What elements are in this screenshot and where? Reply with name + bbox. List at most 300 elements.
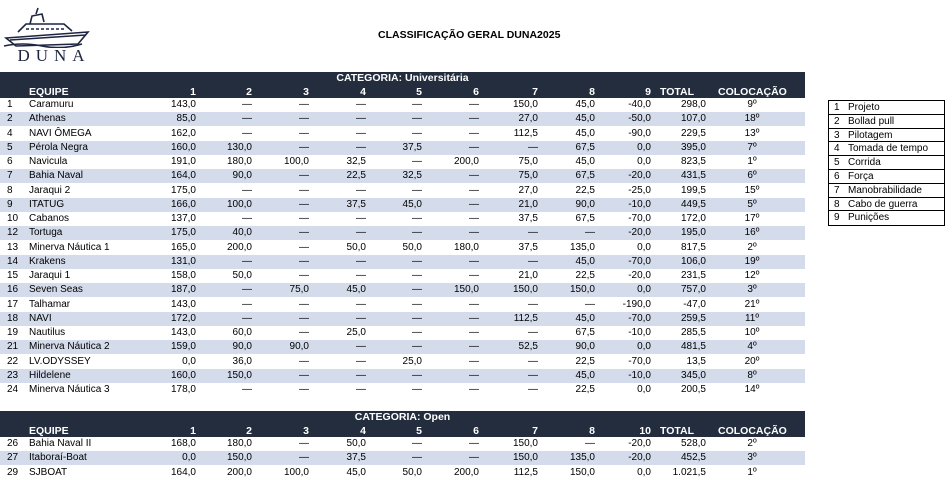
legend-number: 6 bbox=[834, 170, 840, 182]
table-cell: 2º bbox=[747, 438, 757, 449]
table-cell: 180,0 bbox=[453, 241, 479, 253]
table-cell: 0,0 bbox=[182, 452, 196, 464]
table-cell: 150,0 bbox=[512, 284, 538, 296]
table-cell: 90,0 bbox=[289, 341, 309, 353]
table-cell: — bbox=[412, 213, 422, 224]
table-cell: 107,0 bbox=[680, 113, 706, 125]
table-cell: 164,0 bbox=[170, 170, 196, 182]
table-cell: 21,0 bbox=[518, 198, 538, 210]
table-cell: — bbox=[356, 270, 366, 281]
table-cell: 32,5 bbox=[402, 170, 422, 182]
table-cell: 180,0 bbox=[226, 156, 252, 167]
column-header: 1 bbox=[190, 86, 196, 98]
table-cell: Pérola Negra bbox=[29, 141, 88, 153]
table-cell: -70,0 bbox=[628, 255, 651, 267]
table-cell: 75,0 bbox=[518, 170, 538, 182]
table-cell: — bbox=[356, 141, 366, 153]
table-cell: — bbox=[242, 384, 252, 395]
table-cell: — bbox=[412, 255, 422, 267]
table-cell: 37,5 bbox=[346, 452, 366, 464]
table-cell: — bbox=[356, 384, 366, 395]
table-cell: — bbox=[412, 298, 422, 310]
table-cell: — bbox=[299, 141, 309, 153]
table-cell: 100,0 bbox=[226, 198, 252, 210]
table-cell: 75,0 bbox=[518, 156, 538, 167]
table-cell: 200,0 bbox=[226, 241, 252, 253]
table-cell: — bbox=[412, 438, 422, 449]
table-cell: 6º bbox=[747, 170, 757, 182]
table-cell: 452,5 bbox=[680, 452, 706, 464]
table-cell: — bbox=[469, 213, 479, 224]
table-cell: — bbox=[469, 184, 479, 196]
table-cell: 345,0 bbox=[680, 369, 706, 381]
table-cell: — bbox=[299, 99, 309, 110]
legend-item bbox=[829, 198, 944, 212]
table-cell: 7 bbox=[7, 170, 13, 182]
table-cell: 22,5 bbox=[575, 355, 595, 367]
table-cell: 27,0 bbox=[518, 113, 538, 125]
table-cell: 172,0 bbox=[680, 213, 706, 224]
table-cell: 45,0 bbox=[575, 255, 595, 267]
table-cell: 135,0 bbox=[569, 452, 595, 464]
table-cell: 0,0 bbox=[637, 466, 651, 478]
table-cell: — bbox=[412, 452, 422, 464]
table-cell: 823,5 bbox=[680, 156, 706, 167]
table-cell: — bbox=[299, 438, 309, 449]
table-cell: 150,0 bbox=[226, 369, 252, 381]
table-cell: 178,0 bbox=[170, 384, 196, 395]
table-cell: Seven Seas bbox=[29, 284, 83, 296]
table-row bbox=[0, 340, 805, 354]
table-cell: 11º bbox=[744, 312, 760, 324]
legend-item bbox=[829, 101, 944, 115]
table-cell: — bbox=[299, 198, 309, 210]
table-cell: 0,0 bbox=[637, 141, 651, 153]
table-cell: 45,0 bbox=[575, 99, 595, 110]
table-cell: 90,0 bbox=[232, 341, 252, 353]
table-cell: — bbox=[469, 312, 479, 324]
table-cell: — bbox=[356, 341, 366, 353]
table-cell: 195,0 bbox=[680, 227, 706, 239]
legend-number: 2 bbox=[834, 115, 840, 127]
table-cell: Tortuga bbox=[29, 227, 63, 239]
legend-label: Punições bbox=[848, 212, 890, 224]
table-cell: LV.ODYSSEY bbox=[29, 355, 91, 367]
table-cell: — bbox=[242, 284, 252, 296]
table-cell: Minerva Náutica 1 bbox=[29, 241, 110, 253]
column-header: TOTAL bbox=[660, 425, 695, 437]
legend-label: Tomada de tempo bbox=[848, 143, 929, 155]
table-cell: — bbox=[469, 452, 479, 464]
table-cell: 14 bbox=[7, 255, 19, 267]
table-cell: 52,5 bbox=[518, 341, 538, 353]
logo-text: DUNA bbox=[17, 46, 91, 65]
table-cell: NAVI ÔMEGA bbox=[29, 127, 92, 139]
table-cell: 135,0 bbox=[569, 241, 595, 253]
table-cell: 67,5 bbox=[575, 170, 595, 182]
table-cell: 29 bbox=[7, 466, 19, 478]
table-cell: Minerva Náutica 2 bbox=[29, 341, 110, 353]
table-cell: 15 bbox=[7, 270, 19, 281]
table-cell: — bbox=[356, 213, 366, 224]
table-cell: 100,0 bbox=[283, 466, 309, 478]
table-row bbox=[0, 298, 805, 312]
table-cell: — bbox=[356, 227, 366, 239]
table-cell: Krakens bbox=[29, 255, 66, 267]
table-cell: — bbox=[412, 227, 422, 239]
table-cell: 229,5 bbox=[680, 127, 706, 139]
table-cell: — bbox=[469, 141, 479, 153]
table-cell: — bbox=[528, 384, 538, 395]
table-cell: 200,0 bbox=[453, 156, 479, 167]
table-cell: -10,0 bbox=[628, 369, 651, 381]
page-title: CLASSIFICAÇÃO GERAL DUNA2025 bbox=[378, 29, 561, 41]
table-cell: 45,0 bbox=[575, 113, 595, 125]
table-cell: Bahia Naval bbox=[29, 170, 83, 182]
table-cell: 166,0 bbox=[170, 198, 196, 210]
column-header: 2 bbox=[246, 425, 252, 437]
table-cell: 4º bbox=[747, 341, 757, 353]
table-row bbox=[0, 127, 805, 141]
column-header: 2 bbox=[246, 86, 252, 98]
table-cell: 8º bbox=[747, 369, 757, 381]
table-cell: — bbox=[469, 127, 479, 139]
table-cell: 9º bbox=[747, 99, 757, 110]
table-cell: — bbox=[469, 341, 479, 353]
table-cell: 45,0 bbox=[575, 127, 595, 139]
table-cell: Nautilus bbox=[29, 327, 66, 338]
table-cell: 37,5 bbox=[346, 198, 366, 210]
table-row bbox=[0, 169, 805, 183]
table-cell: — bbox=[469, 384, 479, 395]
table-cell: 22,5 bbox=[346, 170, 366, 182]
table-cell: 150,0 bbox=[512, 452, 538, 464]
table-cell: 45,0 bbox=[575, 156, 595, 167]
table-cell: 18º bbox=[744, 113, 760, 125]
table-cell: — bbox=[528, 255, 538, 267]
legend-label: Pilotagem bbox=[848, 129, 893, 141]
table-cell: 160,0 bbox=[170, 141, 196, 153]
table-cell: Hildelene bbox=[29, 369, 71, 381]
table-cell: — bbox=[299, 170, 309, 182]
table-cell: 6 bbox=[7, 156, 13, 167]
table-cell: 27 bbox=[7, 452, 19, 464]
table-cell: — bbox=[412, 99, 422, 110]
table-cell: 200,5 bbox=[680, 384, 706, 395]
column-header: 9 bbox=[645, 86, 651, 98]
column-header: EQUIPE bbox=[29, 86, 69, 98]
table-cell: — bbox=[299, 184, 309, 196]
table-cell: -70,0 bbox=[628, 213, 651, 224]
table-cell: -190,0 bbox=[622, 298, 651, 310]
table-row bbox=[0, 141, 805, 155]
table-cell: -20,0 bbox=[628, 452, 651, 464]
table-cell: 21 bbox=[7, 341, 19, 353]
table-cell: 13º bbox=[744, 127, 760, 139]
table-cell: — bbox=[528, 298, 538, 310]
table-cell: 22,5 bbox=[575, 384, 595, 395]
table-cell: 481,5 bbox=[680, 341, 706, 353]
table-cell: — bbox=[299, 213, 309, 224]
table-cell: -20,0 bbox=[628, 227, 651, 239]
legend-number: 9 bbox=[834, 212, 840, 224]
table-cell: 162,0 bbox=[170, 127, 196, 139]
table-cell: 45,0 bbox=[346, 284, 366, 296]
table-row bbox=[0, 155, 805, 169]
table-cell: 3º bbox=[747, 284, 757, 296]
table-cell: 200,0 bbox=[453, 466, 479, 478]
table-cell: -47,0 bbox=[683, 298, 706, 310]
table-cell: 2 bbox=[7, 113, 13, 125]
table-cell: — bbox=[469, 355, 479, 367]
table-cell: 32,5 bbox=[346, 156, 366, 167]
table-row bbox=[0, 283, 805, 297]
table-cell: 45,0 bbox=[575, 369, 595, 381]
table-cell: -50,0 bbox=[628, 113, 651, 125]
table-cell: -25,0 bbox=[628, 184, 651, 196]
column-header: 1 bbox=[190, 425, 196, 437]
table-cell: 100,0 bbox=[283, 156, 309, 167]
table-cell: 0,0 bbox=[637, 341, 651, 353]
table-cell: 0,0 bbox=[637, 284, 651, 296]
table-cell: 50,0 bbox=[232, 270, 252, 281]
table-cell: 14º bbox=[744, 384, 760, 395]
table-cell: 22 bbox=[7, 355, 19, 367]
table-cell: 165,0 bbox=[170, 241, 196, 253]
table-cell: Jaraqui 1 bbox=[29, 270, 71, 281]
table-cell: 90,0 bbox=[575, 198, 595, 210]
table-cell: — bbox=[412, 270, 422, 281]
table-cell: Navicula bbox=[29, 156, 68, 167]
table-cell: — bbox=[412, 184, 422, 196]
legend-item bbox=[829, 170, 944, 184]
table-cell: 285,5 bbox=[680, 327, 706, 338]
column-header: COLOCAÇÃO bbox=[718, 425, 787, 437]
table-cell: 160,0 bbox=[170, 369, 196, 381]
table-cell: 1º bbox=[747, 156, 757, 167]
table-cell: — bbox=[528, 369, 538, 381]
table-cell: 37,5 bbox=[518, 241, 538, 253]
table-cell: 168,0 bbox=[170, 438, 196, 449]
table-cell: 21º bbox=[744, 298, 760, 310]
legend-item bbox=[829, 115, 944, 129]
table-cell: — bbox=[585, 438, 595, 449]
table-cell: — bbox=[356, 255, 366, 267]
table-cell: Cabanos bbox=[29, 213, 70, 224]
table-row bbox=[0, 212, 805, 226]
table-cell: — bbox=[412, 284, 422, 296]
table-cell: — bbox=[356, 355, 366, 367]
table-row bbox=[0, 184, 805, 198]
table-cell: Itaboraí-Boat bbox=[29, 452, 87, 464]
table-cell: 191,0 bbox=[170, 156, 196, 167]
table-cell: 60,0 bbox=[232, 327, 252, 338]
table-cell: 112,5 bbox=[513, 312, 538, 324]
legend-label: Cabo de guerra bbox=[848, 198, 918, 210]
column-header: 4 bbox=[360, 86, 366, 98]
column-header bbox=[7, 85, 29, 98]
table-cell: — bbox=[412, 127, 422, 139]
open-column-headers bbox=[0, 424, 805, 437]
table-cell: 50,0 bbox=[346, 241, 366, 253]
table-cell: 10º bbox=[744, 327, 760, 338]
column-header: 3 bbox=[303, 86, 309, 98]
legend-number: 3 bbox=[834, 129, 840, 141]
table-cell: — bbox=[356, 298, 366, 310]
table-cell: 150,0 bbox=[512, 99, 538, 110]
column-header: TOTAL bbox=[660, 86, 695, 98]
table-cell: 16 bbox=[7, 284, 19, 296]
table-cell: 21,0 bbox=[518, 270, 538, 281]
table-cell: — bbox=[412, 341, 422, 353]
table-row bbox=[0, 437, 805, 451]
table-cell: — bbox=[299, 241, 309, 253]
table-cell: 37,5 bbox=[518, 213, 538, 224]
table-cell: 50,0 bbox=[346, 438, 366, 449]
table-cell: 757,0 bbox=[680, 284, 706, 296]
table-cell: 13 bbox=[7, 241, 19, 253]
table-cell: — bbox=[242, 113, 252, 125]
table-cell: — bbox=[299, 327, 309, 338]
table-cell: ITATUG bbox=[29, 198, 65, 210]
legend-label: Projeto bbox=[848, 102, 880, 113]
table-cell: 431,5 bbox=[680, 170, 706, 182]
table-cell: 298,0 bbox=[680, 99, 706, 110]
table-cell: 150,0 bbox=[569, 466, 595, 478]
table-cell: — bbox=[469, 227, 479, 239]
table-cell: 20º bbox=[744, 355, 760, 367]
legend-number: 4 bbox=[834, 143, 840, 155]
table-cell: 67,5 bbox=[575, 141, 595, 153]
table-cell: Talhamar bbox=[29, 298, 71, 310]
table-cell: 36,0 bbox=[232, 355, 252, 367]
legend-number: 7 bbox=[834, 184, 840, 196]
table-cell: Bahia Naval II bbox=[29, 438, 92, 449]
table-cell: — bbox=[356, 99, 366, 110]
table-cell: -20,0 bbox=[628, 270, 651, 281]
table-cell: — bbox=[242, 213, 252, 224]
table-cell: 180,0 bbox=[226, 438, 252, 449]
table-cell: — bbox=[469, 255, 479, 267]
table-cell: 175,0 bbox=[170, 227, 196, 239]
table-cell: 18 bbox=[7, 312, 19, 324]
table-cell: 5 bbox=[7, 141, 13, 153]
table-cell: 9 bbox=[7, 198, 13, 210]
table-cell: 0,0 bbox=[637, 156, 651, 167]
table-cell: 67,5 bbox=[575, 327, 595, 338]
table-cell: 45,0 bbox=[575, 312, 595, 324]
table-cell: — bbox=[299, 298, 309, 310]
table-cell: 150,0 bbox=[453, 284, 479, 296]
table-cell: 231,5 bbox=[680, 270, 706, 281]
table-cell: 143,0 bbox=[170, 298, 196, 310]
table-cell: 15º bbox=[744, 184, 760, 196]
table-cell: 1º bbox=[747, 466, 757, 478]
table-cell: 22,5 bbox=[575, 184, 595, 196]
table-cell: — bbox=[585, 298, 595, 310]
column-header bbox=[7, 424, 29, 437]
table-cell: 50,0 bbox=[402, 466, 422, 478]
legend-item bbox=[829, 142, 944, 156]
column-header: EQUIPE bbox=[29, 425, 69, 437]
table-cell: — bbox=[299, 270, 309, 281]
table-cell: 12º bbox=[744, 270, 760, 281]
table-row bbox=[0, 326, 805, 340]
ship-icon bbox=[2, 2, 94, 48]
table-cell: 131,0 bbox=[170, 255, 196, 267]
table-cell: 112,5 bbox=[513, 466, 538, 478]
table-cell: — bbox=[299, 113, 309, 125]
table-cell: — bbox=[299, 255, 309, 267]
column-header: 8 bbox=[589, 86, 595, 98]
legend-item bbox=[829, 184, 944, 198]
table-cell: — bbox=[242, 312, 252, 324]
table-cell: — bbox=[299, 227, 309, 239]
table-cell: — bbox=[242, 255, 252, 267]
table-cell: — bbox=[356, 312, 366, 324]
legend-item bbox=[829, 211, 944, 225]
column-header: 6 bbox=[473, 86, 479, 98]
table-cell: 4 bbox=[7, 127, 13, 139]
table-cell: -20,0 bbox=[628, 438, 651, 449]
table-cell: -10,0 bbox=[628, 198, 651, 210]
table-cell: 90,0 bbox=[232, 170, 252, 182]
table-cell: 1 bbox=[7, 99, 13, 110]
table-cell: — bbox=[299, 452, 309, 464]
table-cell: -10,0 bbox=[628, 327, 651, 338]
legend-label: Corrida bbox=[848, 157, 881, 169]
table-cell: 259,5 bbox=[680, 312, 706, 324]
table-cell: 25,0 bbox=[346, 327, 366, 338]
column-header: 8 bbox=[589, 425, 595, 437]
table-cell: — bbox=[356, 127, 366, 139]
table-row bbox=[0, 198, 805, 212]
table-cell: — bbox=[469, 298, 479, 310]
column-header: 10 bbox=[639, 425, 651, 437]
table-cell: 150,0 bbox=[512, 438, 538, 449]
universitaria-category-header: CATEGORIA: Universitária bbox=[0, 72, 805, 85]
table-cell: — bbox=[299, 369, 309, 381]
column-header: 3 bbox=[303, 425, 309, 437]
table-cell: Minerva Náutica 3 bbox=[29, 384, 110, 395]
table-cell: — bbox=[469, 438, 479, 449]
table-cell: — bbox=[299, 355, 309, 367]
table-cell: 90,0 bbox=[575, 341, 595, 353]
table-cell: — bbox=[412, 384, 422, 395]
table-cell: 395,0 bbox=[680, 141, 706, 153]
table-cell: 150,0 bbox=[226, 452, 252, 464]
table-cell: 159,0 bbox=[170, 341, 196, 353]
table-cell: -40,0 bbox=[628, 99, 651, 110]
table-cell: — bbox=[469, 99, 479, 110]
table-cell: 0,0 bbox=[182, 355, 196, 367]
legend-label: Bollad pull bbox=[848, 115, 895, 127]
table-cell: — bbox=[469, 198, 479, 210]
table-cell: 449,5 bbox=[680, 198, 706, 210]
table-cell: 17º bbox=[744, 213, 760, 224]
table-cell: — bbox=[469, 270, 479, 281]
table-cell: — bbox=[299, 127, 309, 139]
table-cell: 12 bbox=[7, 227, 19, 239]
table-cell: 199,5 bbox=[680, 184, 706, 196]
column-header: COLOCAÇÃO bbox=[718, 86, 787, 98]
table-cell: 16º bbox=[744, 227, 760, 239]
table-cell: NAVI bbox=[29, 312, 52, 324]
table-cell: 3º bbox=[747, 452, 757, 464]
table-cell: 8 bbox=[7, 184, 13, 196]
table-cell: — bbox=[356, 369, 366, 381]
table-cell: — bbox=[528, 227, 538, 239]
